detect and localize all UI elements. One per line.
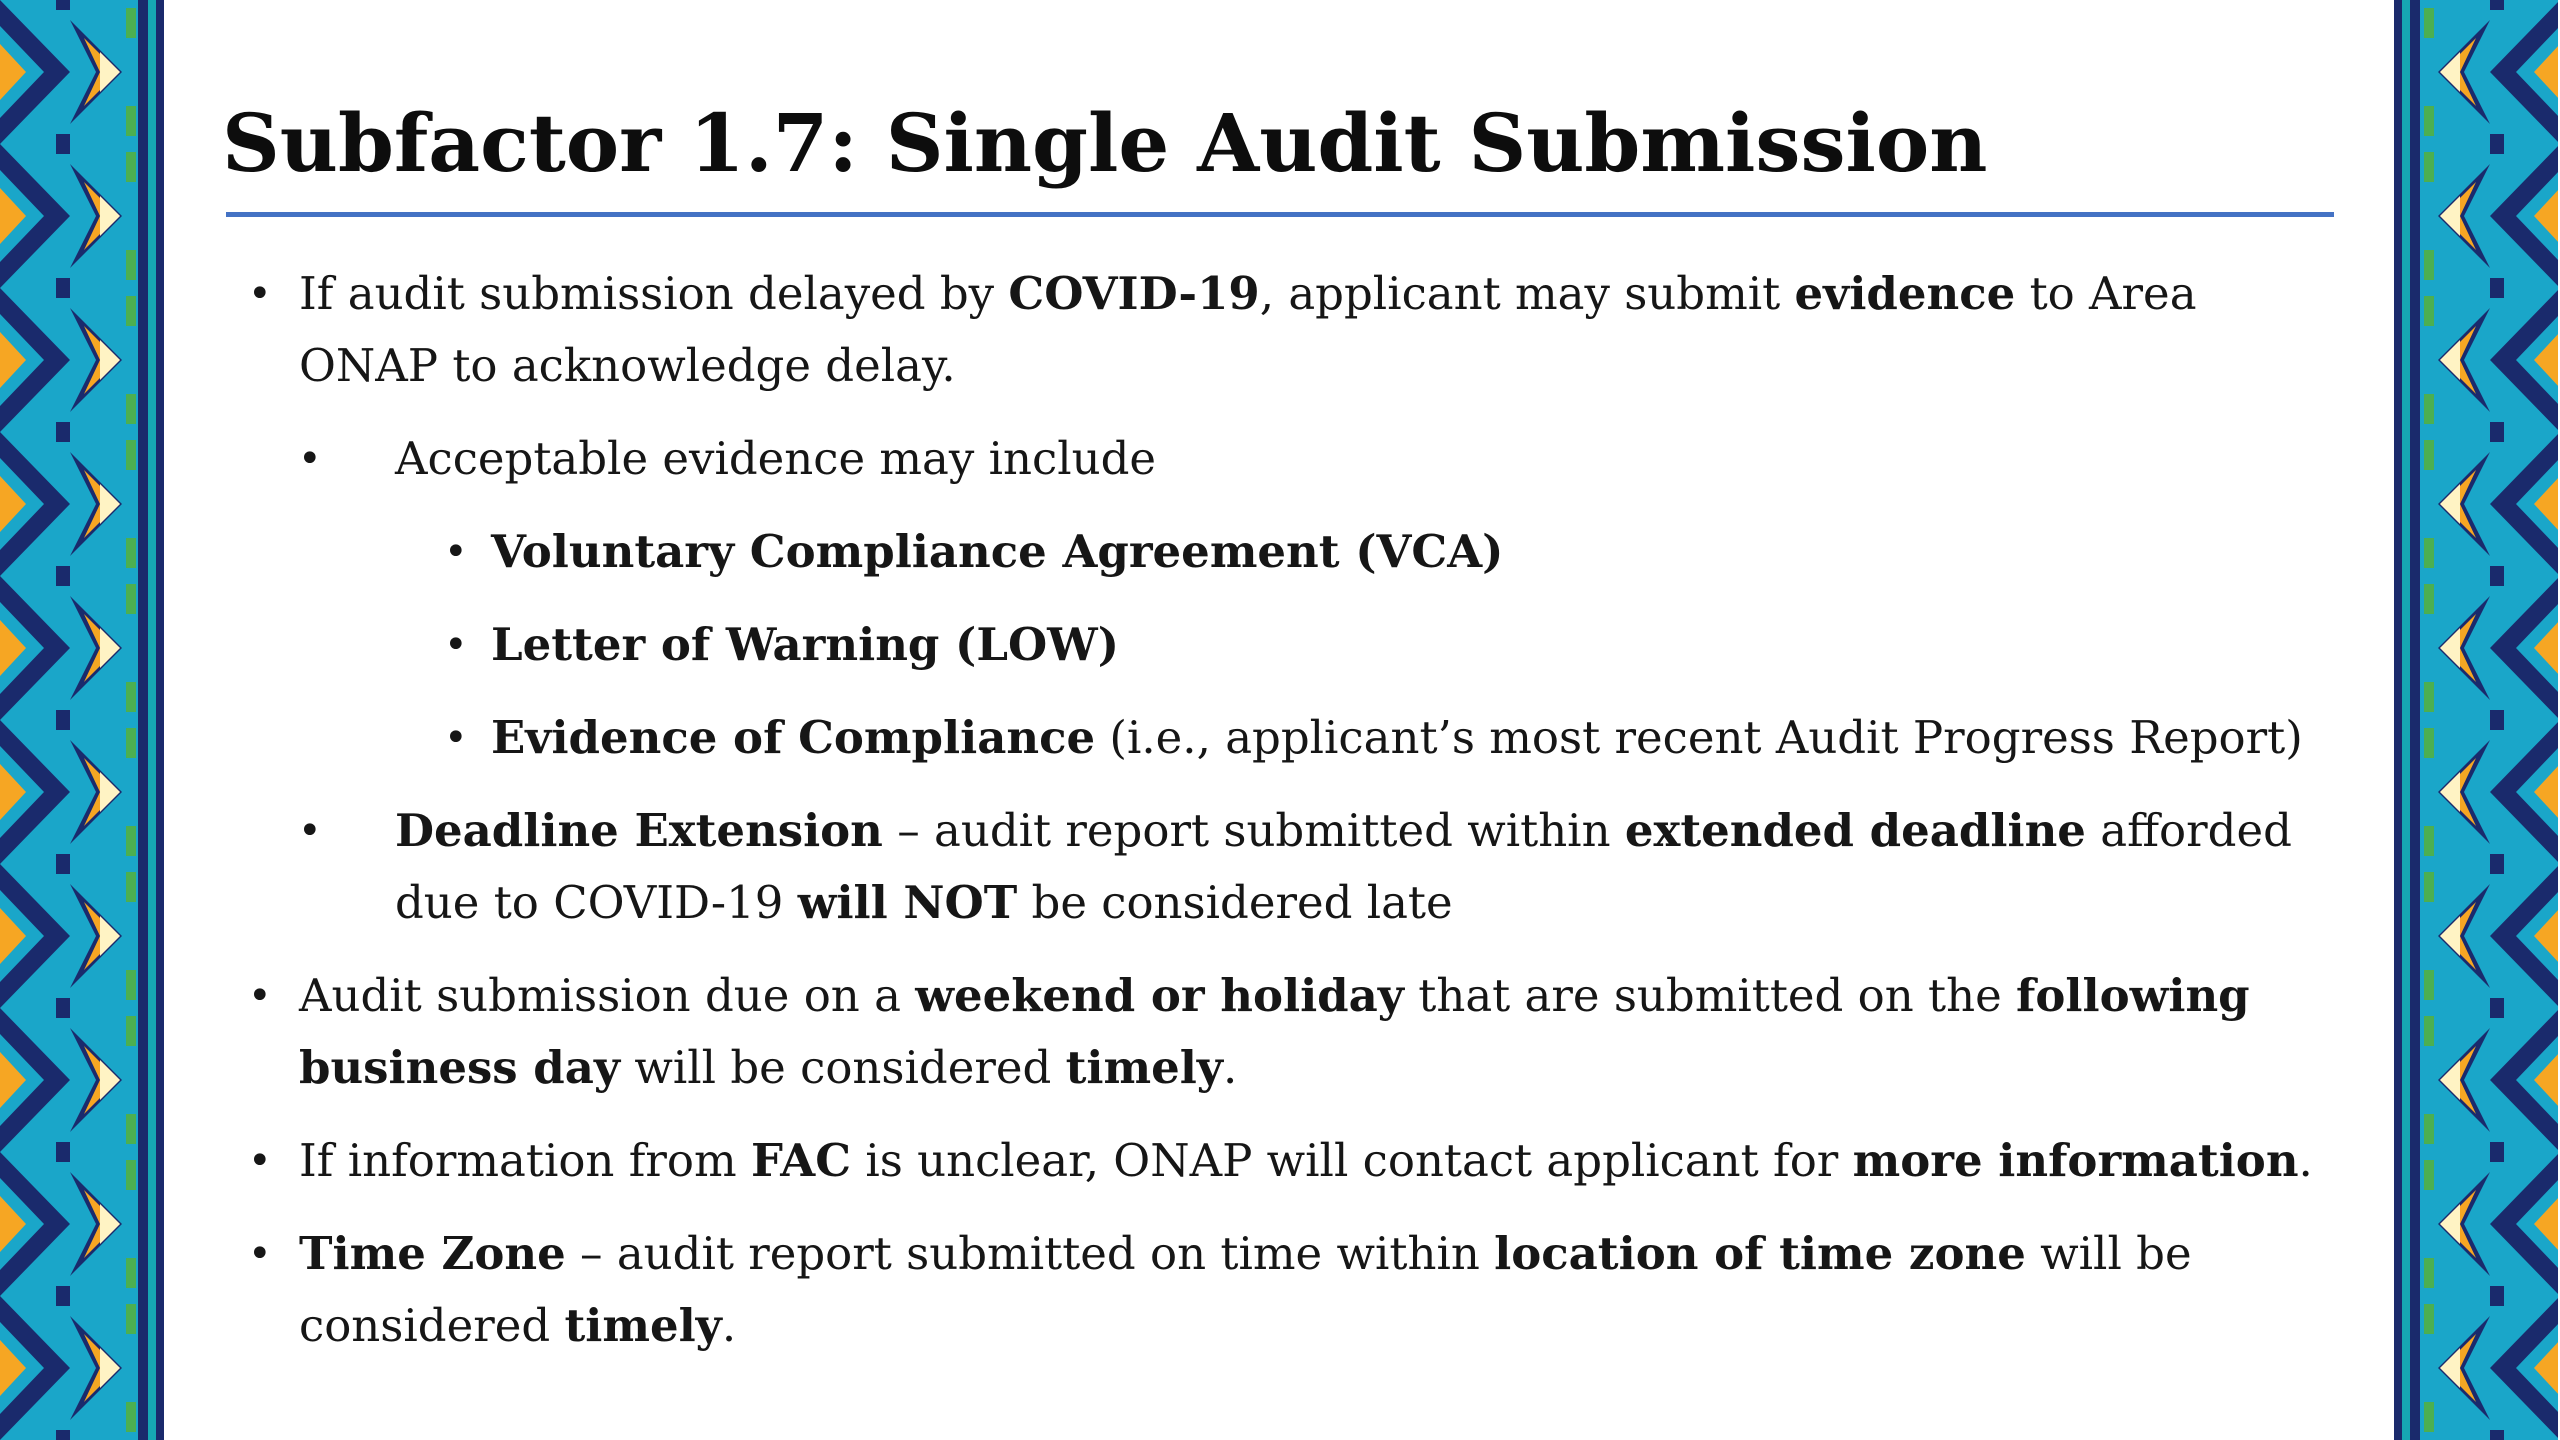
bullet-dot-icon: • [248, 271, 272, 317]
bullet-dot-icon: • [298, 808, 322, 854]
bullet-dot-icon: • [298, 436, 322, 482]
bullet-time-zone: • Time Zone – audit report submitted on time within location of time zone will be considered timely. [240, 1218, 2340, 1362]
bullet-weekend-holiday: • Audit submission due on a weekend or holiday that are submitted on the following business day will be considered timely. [240, 960, 2340, 1104]
bullet-deadline-extension: • Deadline Extension – audit report submitted within extended deadline afforded due to COVID-19 will NOT be considered late [240, 795, 2340, 939]
tribal-pattern-right-icon [2394, 0, 2558, 1440]
bullet-vca: • Voluntary Compliance Agreement (VCA) [240, 516, 2340, 588]
bullet-low: • Letter of Warning (LOW) [240, 609, 2340, 681]
bullet-covid-delay: • If audit submission delayed by COVID-19, applicant may submit evidence to Area ONAP to acknowledge delay. [240, 258, 2340, 402]
bullet-dot-icon: • [248, 1231, 272, 1277]
bullet-evidence-of-compliance: • Evidence of Compliance (i.e., applicant’s most recent Audit Progress Report) [240, 702, 2340, 774]
bullet-acceptable-evidence: • Acceptable evidence may include [240, 423, 2340, 495]
tribal-pattern-left-icon [0, 0, 164, 1440]
bullet-list [240, 258, 2340, 1383]
decorative-border-left [0, 0, 164, 1440]
bullet-dot-icon: • [444, 529, 468, 575]
bullet-dot-icon: • [444, 715, 468, 761]
bullet-dot-icon: • [248, 973, 272, 1019]
decorative-border-right [2394, 0, 2558, 1440]
bullet-fac-unclear: • If information from FAC is unclear, ONAP will contact applicant for more information. [240, 1125, 2340, 1197]
title-underline [226, 212, 2334, 217]
bullet-dot-icon: • [248, 1138, 272, 1184]
page-title: Subfactor 1.7: Single Audit Submission [222, 96, 1988, 190]
bullet-dot-icon: • [444, 622, 468, 668]
